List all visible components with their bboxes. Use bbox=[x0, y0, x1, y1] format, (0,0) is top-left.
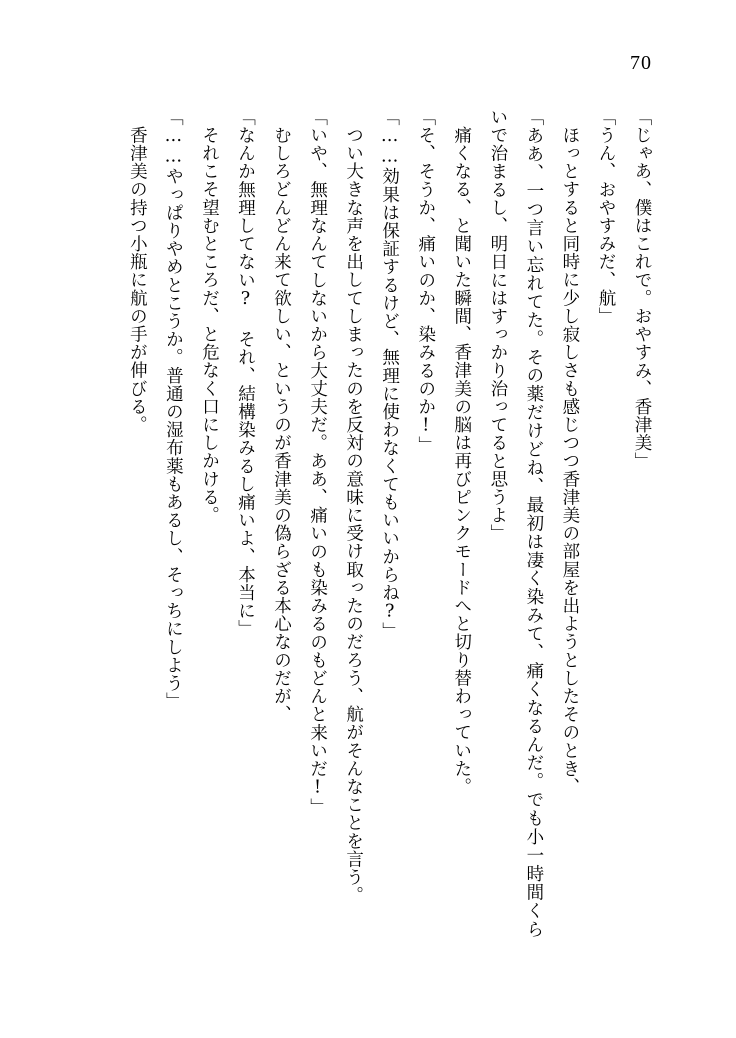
paragraph: むしろどんどん来て欲しい、というのが香津美の偽らざる本心なのだが、 bbox=[271, 125, 292, 723]
paragraph: つい大きな声を出してしまったのを反対の意味に受け取ったのだろう、航がそんなことを言う。 bbox=[343, 125, 364, 904]
paragraph: 「……効果は保証するけど、無理に使わなくてもいいからね?」 bbox=[379, 108, 400, 641]
paragraph: 痛くなる、と聞いた瞬間、香津美の脳は再びピンクモードへと切り替わっていた。 bbox=[451, 125, 472, 796]
paragraph: 「うん、おやすみだ、航」 bbox=[595, 108, 616, 326]
paragraph: 「そ、そうか、痛いのか、染みるのか!」 bbox=[415, 108, 436, 455]
paragraph: 香津美の持つ小瓶に航の手が伸びる。 bbox=[127, 125, 148, 434]
paragraph: 「なんか無理してない? それ、結構染みるし痛いよ、本当に」 bbox=[235, 108, 256, 638]
paragraph: それこそ望むところだ、と危なく口にしかける。 bbox=[199, 125, 220, 524]
page-text-body bbox=[72, 108, 660, 938]
page-number: 70 bbox=[630, 52, 652, 74]
paragraph: 「じゃあ、僕はこれで。おやすみ、香津美」 bbox=[632, 108, 652, 470]
paragraph: ほっとすると同時に少し寂しさも感じつつ香津美の部屋を出ようとしたそのとき、 bbox=[559, 125, 580, 796]
paragraph: 「ああ、一つ言い忘れてた。その薬だけどね、最初は凄く染みて、痛くなるんだ。でも小一時間くらいで治まるし、明日にはすっかり治ってると思うよ」 bbox=[487, 108, 544, 938]
paragraph: 「いや、無理なんてしないから大丈夫だ。ああ、痛いのも染みるのもどんと来いだ!」 bbox=[307, 108, 328, 817]
paragraph: 「……やっぱりやめとこうか。普通の湿布薬もあるし、そっちにしよう」 bbox=[163, 108, 184, 711]
